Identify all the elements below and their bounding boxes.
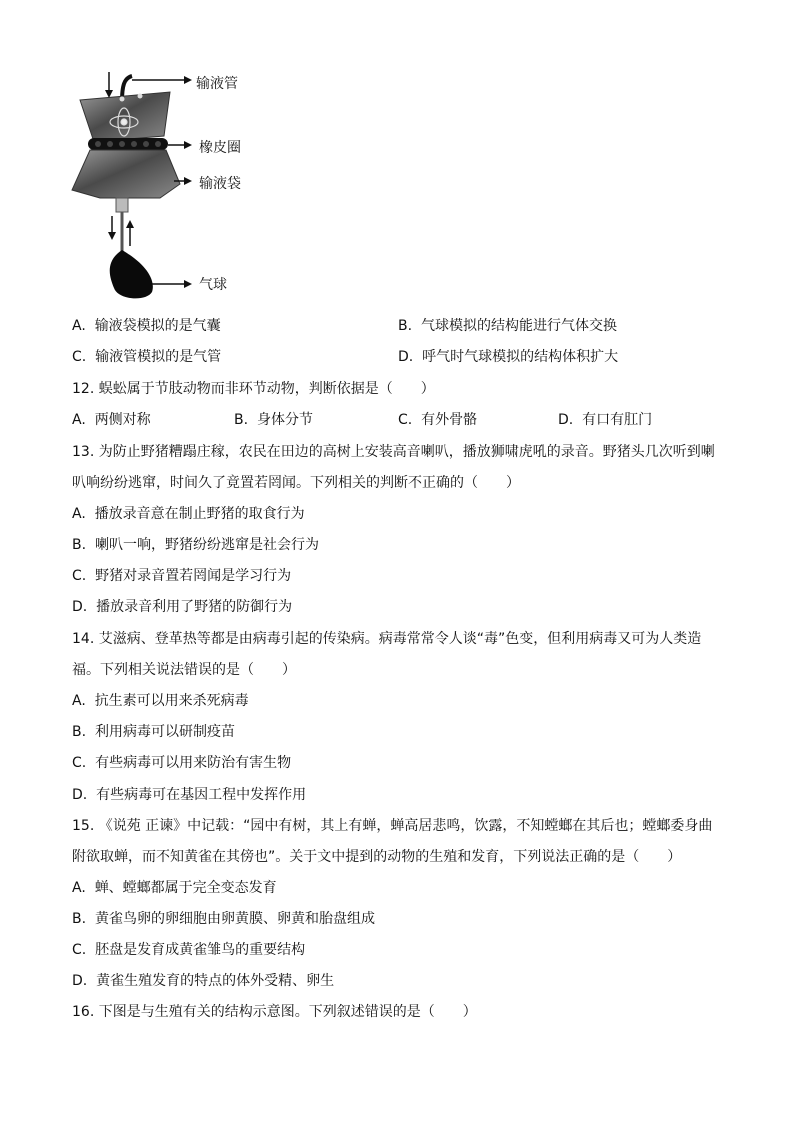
q13-option-b[interactable]: B. 喇叭一响，野猪纷纷逃窜是社会行为 xyxy=(72,537,319,553)
q12-option-d[interactable]: D. 有口有肛门 xyxy=(558,412,653,428)
q15-option-b[interactable]: B. 黄雀鸟卵的卵细胞由卵黄膜、卵黄和胎盘组成 xyxy=(72,911,375,927)
q14-option-d[interactable]: D. 有些病毒可在基因工程中发挥作用 xyxy=(72,787,307,803)
label-bag: 输液袋 xyxy=(199,176,241,192)
q16-stem: 16. 下图是与生殖有关的结构示意图。下列叙述错误的是（ ） xyxy=(72,1004,477,1020)
q12-option-b[interactable]: B. 身体分节 xyxy=(234,412,313,428)
q14-option-b[interactable]: B. 利用病毒可以研制疫苗 xyxy=(72,724,235,740)
q15-option-a[interactable]: A. 蝉、螳螂都属于完全变态发育 xyxy=(72,880,277,896)
q12-option-a[interactable]: A. 两侧对称 xyxy=(72,412,151,428)
q15-stem-line1: 15. 《说苑 正谏》中记载：“园中有树，其上有蝉，蝉高居悲鸣，饮露，不知螳螂在其后也；螳螂委身曲 xyxy=(72,818,713,834)
q11-option-d[interactable]: D. 呼气时气球模拟的结构体积扩大 xyxy=(398,349,619,365)
q13-stem-line1: 13. 为防止野猪糟蹋庄稼，农民在田边的高树上安装高音喇叭，播放狮啸虎吼的录音。野猪头几次听到喇 xyxy=(72,444,715,460)
q13-option-d[interactable]: D. 播放录音利用了野猪的防御行为 xyxy=(72,599,293,615)
q13-option-a[interactable]: A. 播放录音意在制止野猪的取食行为 xyxy=(72,506,305,522)
q11-option-a[interactable]: A. 输液袋模拟的是气囊 xyxy=(72,318,221,334)
q14-option-a[interactable]: A. 抗生素可以用来杀死病毒 xyxy=(72,693,249,709)
q13-stem-line2: 叭响纷纷逃窜，时间久了竟置若罔闻。下列相关的判断不正确的（ ） xyxy=(72,475,520,491)
q12-option-c[interactable]: C. 有外骨骼 xyxy=(398,412,478,428)
q13-option-c[interactable]: C. 野猪对录音置若罔闻是学习行为 xyxy=(72,568,292,584)
q14-stem-line2: 福。下列相关说法错误的是（ ） xyxy=(72,662,296,678)
q12-stem: 12. 蜈蚣属于节肢动物而非环节动物，判断依据是（ ） xyxy=(72,381,435,397)
label-rubber-band: 橡皮圈 xyxy=(199,140,241,156)
label-tube: 输液管 xyxy=(196,76,238,92)
q11-option-b[interactable]: B. 气球模拟的结构能进行气体交换 xyxy=(398,318,617,334)
q14-option-c[interactable]: C. 有些病毒可以用来防治有害生物 xyxy=(72,755,292,771)
respiration-model-figure xyxy=(60,66,270,306)
q11-option-c[interactable]: C. 输液管模拟的是气管 xyxy=(72,349,222,365)
q15-stem-line2: 附欲取蝉，而不知黄雀在其傍也”。关于文中提到的动物的生殖和发育，下列说法正确的是（ ） xyxy=(72,849,682,865)
q15-option-c[interactable]: C. 胚盘是发育成黄雀雏鸟的重要结构 xyxy=(72,942,306,958)
q14-stem-line1: 14. 艾滋病、登革热等都是由病毒引起的传染病。病毒常常令人谈“毒”色变，但利用病毒又可为人类造 xyxy=(72,631,702,647)
label-balloon: 气球 xyxy=(199,277,227,293)
q15-option-d[interactable]: D. 黄雀生殖发育的特点的体外受精、卵生 xyxy=(72,973,335,989)
